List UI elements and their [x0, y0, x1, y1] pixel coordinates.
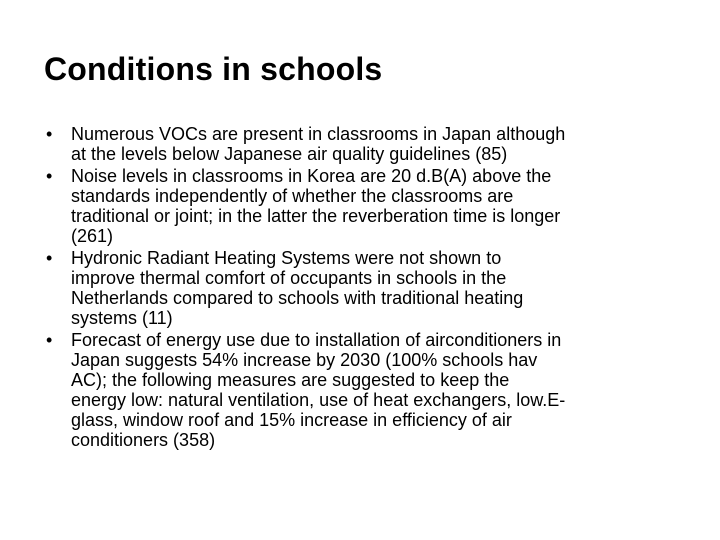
- bullet-item: [46, 248, 686, 328]
- bullet-marker: •: [46, 248, 53, 268]
- bullet-line: standards independently of whether the classrooms are: [71, 186, 514, 206]
- bullet-item: [46, 330, 686, 450]
- bullet-list: [46, 124, 686, 452]
- bullet-line: energy low: natural ventilation, use of heat exchangers, low.E-: [71, 390, 566, 410]
- bullet-line: conditioners (358): [71, 430, 216, 450]
- slide-title: Conditions in schools: [44, 51, 383, 87]
- bullet-line: Hydronic Radiant Heating Systems were not shown to: [71, 248, 502, 268]
- bullet-line: (261): [71, 226, 114, 246]
- bullet-item: [46, 166, 686, 246]
- bullet-line: Numerous VOCs are present in classrooms in Japan although: [71, 124, 566, 144]
- bullet-line: Japan suggests 54% increase by 2030 (100% schools hav: [71, 350, 538, 370]
- bullet-line: traditional or joint; in the latter the reverberation time is longer: [71, 206, 561, 226]
- bullet-line: Forecast of energy use due to installation of airconditioners in: [71, 330, 562, 350]
- bullet-marker: •: [46, 330, 53, 350]
- bullet-line: Netherlands compared to schools with traditional heating: [71, 288, 524, 308]
- bullet-marker: •: [46, 124, 53, 144]
- bullet-marker: •: [46, 166, 53, 186]
- bullet-item: [46, 124, 686, 164]
- bullet-line: systems (11): [71, 308, 173, 328]
- bullet-line: improve thermal comfort of occupants in schools in the: [71, 268, 507, 288]
- bullet-line: glass, window roof and 15% increase in efficiency of air: [71, 410, 512, 430]
- bullet-line: at the levels below Japanese air quality guidelines (85): [71, 144, 508, 164]
- bullet-line: AC); the following measures are suggested to keep the: [71, 370, 510, 390]
- bullet-line: Noise levels in classrooms in Korea are 20 d.B(A) above the: [71, 166, 552, 186]
